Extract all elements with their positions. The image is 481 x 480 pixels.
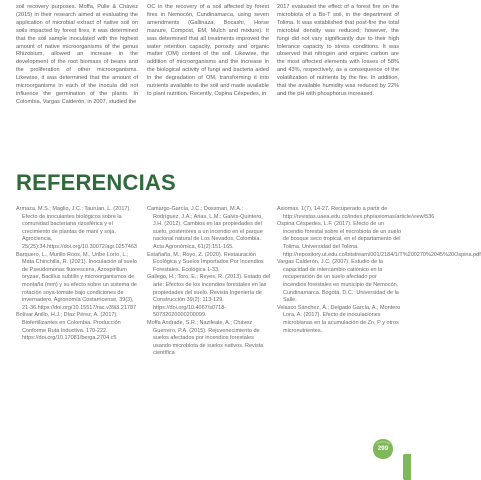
reference-entry: Armaza, M.S.; Maglio, J.C.; Tauruan, L. (2017). Efecto de inoculantes biológicos sobre la comunidad bacteriana rizosférica y el crecimiento de plantas de maní y soja. Agrociencia, 25(25):34.https://doi.org/10.30072/agr.0257463 xyxy=(16,206,137,250)
body-paragraph: soil recovery purposes. Moffa, Pulle & Chávez (2015) in their research aimed at evaluating the application of microbial extract of native soil on soils impacted by forest fires, it was determined that the soil sample inoculated with the highest amount of native microorganisms of the genus Rhizobium, allowed an increase in the development of the root biomass of beans and the proliferation of other microorganisms. Likewise, it was determined that the amount of microorganisms in each of the inocula did not influence the germination of the plants. In Colombia, Vargas Calderón, in 2007, studied the xyxy=(16,4,138,105)
reference-entry: Vargas Calderón, J.C. (2007). Estudio de la capacidad de intercambio catiónico en la recuperación de un suelo afectado por incendios forestales en municipio de Nemocón, Cundinamarca. Bogotá, D.C.: Universidad de la Salle. xyxy=(277,259,399,304)
references-column-3 xyxy=(277,206,481,335)
reference-entry: Moffa Andrade, S.R.; Nazifeale, A.; Chávez Guerrero, P.A. (2015). Rejuvenecimiento de suelos afectados por incendios forestales usando microbiota de suelos nativos. Revista científica xyxy=(147,319,264,357)
reference-entry: Barquero, L., Murillo Roos, M., Uribe Lorío, L.; Mata Chinchilla, R. (2021). Inoculación al suelo de Pseudomonas fluorescens, Azospirillum oryzae, Bacillus subtilis y microorganismos de montaña (mm) y su efecto sobre un sistema de rotación soya-tomate bajo condiciones de invernadero. Agronomía Costarricense, 39(3), 21-36.https://doi.org/10.15517/rac.v39i3.21787 xyxy=(16,251,137,311)
body-column-1 xyxy=(16,4,138,107)
reference-entry: Axiomas, 1(7), 14-27. Recuperado a partir de http://revistas.uaea.edu.co/index.php/axiomas/article/view/536 xyxy=(277,206,435,220)
edge-tab xyxy=(403,454,411,480)
body-column-2 xyxy=(147,4,269,99)
body-paragraph: 2017 evaluated the effect of a forest fire on the microbiota of a Bs-T soil, in the department of Tolima. It was established that post-fire the total microbial density was reduced; however, the fungi did not vary significantly due to their high tolerance capacity to stress conditions. It was observed that nitrogen and organic carbon are the most affected elements with losses of 58% and 43%, respectively, as a consequence of the volatilization of nutrients by the fire. In addition, that the available humidity was reduced by 22% and the pH with phosphorus increased. xyxy=(277,4,399,97)
section-title: REFERENCIAS xyxy=(16,170,176,195)
references-column-1 xyxy=(16,206,140,343)
page-number: 299 xyxy=(377,445,389,452)
reference-entry: Velasco Sánchez, Á.; Delgado García, A.; Montero Lora, A. (2017). Efecto de inoculaciones microbianas en la acumulación de Zn, P y otros micronutrientes. xyxy=(277,304,401,334)
references-column-2 xyxy=(147,206,271,358)
reference-entry: Ospina Céspedes, L.F. (2017). Efecto de un incendio forestal sobre el microbiota de un suelo de bosque seco tropical, en el departamento del Tolima. Universidad del Tolima. http://repository.ut.edu.co/bitstream/001/2184/1/T%200270%2045%20Ospina.pdf xyxy=(277,221,481,258)
page-number-badge xyxy=(372,438,394,460)
body-paragraph: OC in the recovery of a soil affected by forest fires in Nemocón, Cundinamarca, using seven amendments (Gallinaza, Bocashi, Horse manure, Compost, EM, Mulch and mixture). It was determined that all treatments improved the water retention capacity, porosity and organic matter (OM) content of the soil. Likewise, the addition of microorganisms and the increase in the biological activity of fungi and bacteria aided in the degradation of OM, transforming it into nutrients available to the soil and made available to plant nutrition. Recently, Ospina Céspedes, in xyxy=(147,4,269,97)
reference-entry: Gallego, H.; Toro, E.; Reyes, R. (2013). Estado del arte: Efectos de los incendios forestales en las propiedades del suelo. Revista Ingeniería de Construcción 39(2): 113-129. https://doi.org/10.4067/s0718-50732020000200099. xyxy=(147,274,271,319)
reference-entry: Camargo-García, J.C.; Dossman, M.A.; Rodríguez, J.A.; Arias, L.M.; Galvis-Quintero, J.H. (2012). Cambios en las propiedades del suelo, posteriores a un incendio en el parque nacional natural de Los Nevados, Colombia. Acta Agronómica, 61(2):151-165. xyxy=(147,206,263,250)
reference-entry: Bolívar Anillo, H.J.; Díaz Pérez, A. (2017). Biofertilizantes en Colombia. Producción Conforme Ruta Inductiva. 170-222. https://doi.org/10.17081/berga.2704 c5 xyxy=(16,312,121,342)
body-column-3 xyxy=(277,4,399,99)
reference-entry: Estañaña, M.; Royo, Z. (2020). Restauración Ecológica y Suelos Importados Por Incendios Forestales. Ecológica 1-33. xyxy=(147,251,264,273)
